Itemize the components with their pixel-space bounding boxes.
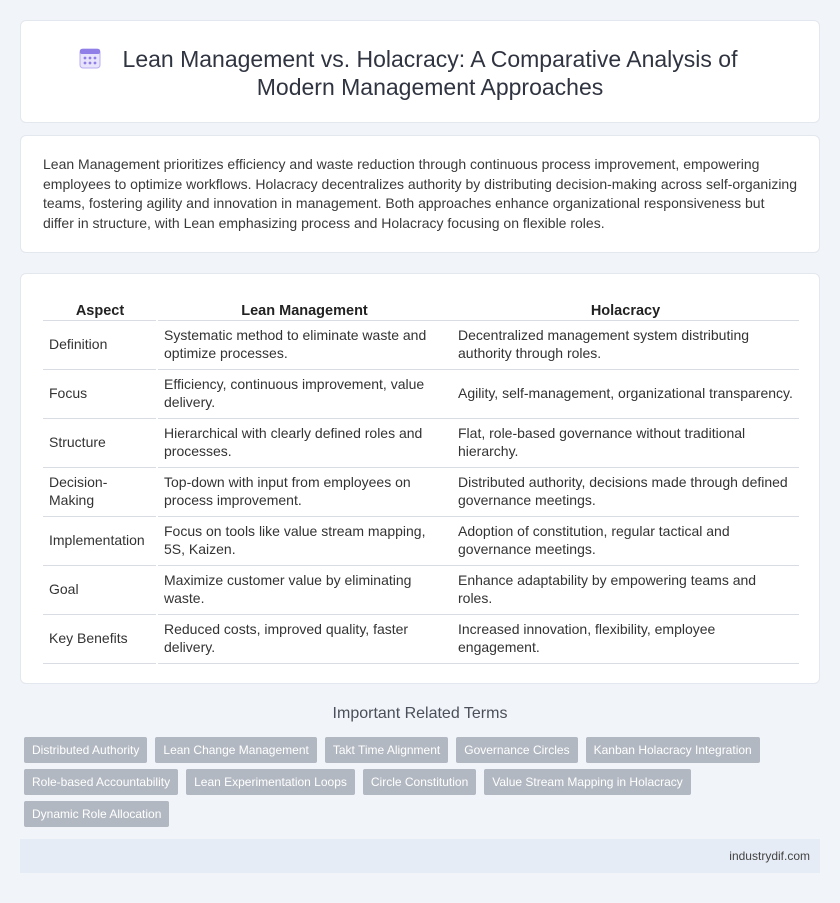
page-title: Lean Management vs. Holacracy: A Comparative Analysis of Modern Management Approaches [122,46,738,100]
cell-holacracy: Agility, self-management, organizational transparency. [452,369,799,418]
intro-card [20,135,820,253]
related-term-tag[interactable]: Lean Experimentation Loops [186,769,355,795]
cell-lean: Focus on tools like value stream mapping, 5S, Kaizen. [157,516,452,565]
related-term-tag[interactable]: Lean Change Management [155,737,316,763]
related-term-tag[interactable]: Governance Circles [456,737,577,763]
comparison-card [20,273,820,684]
comparison-table [43,298,799,664]
cell-aspect: Decision-Making [43,467,157,516]
related-terms-list [24,737,784,827]
table-row [43,516,799,565]
header-aspect: Aspect [43,298,157,320]
cell-aspect: Definition [43,320,157,369]
cell-holacracy: Distributed authority, decisions made through defined governance meetings. [452,467,799,516]
intro-paragraph: Lean Management prioritizes efficiency and waste reduction through continuous process improvement, empowering employees to optimize workflows. Holacracy decentralizes authority by distributing decision-making across self-organizing teams, fostering agility and innovation in management. Both approaches enhance organizational responsiveness but differ in structure, with Lean emphasizing process and Holacracy focusing on flexible roles. [43,156,797,231]
table-row [43,614,799,663]
table-header-row [43,298,799,320]
cell-holacracy: Decentralized management system distributing authority through roles. [452,320,799,369]
table-row [43,467,799,516]
cell-holacracy: Flat, role-based governance without traditional hierarchy. [452,418,799,467]
related-terms-heading: Important Related Terms [332,705,508,722]
related-term-tag[interactable]: Dynamic Role Allocation [24,801,169,827]
cell-lean: Reduced costs, improved quality, faster delivery. [157,614,452,663]
title-card [20,20,820,123]
cell-holacracy: Adoption of constitution, regular tactical and governance meetings. [452,516,799,565]
cell-aspect: Goal [43,565,157,614]
header-holacracy: Holacracy [452,298,799,320]
footer [20,839,820,873]
cell-holacracy: Increased innovation, flexibility, employee engagement. [452,614,799,663]
table-row [43,565,799,614]
related-term-tag[interactable]: Distributed Authority [24,737,147,763]
related-term-tag[interactable]: Kanban Holacracy Integration [586,737,760,763]
related-term-tag[interactable]: Takt Time Alignment [325,737,448,763]
table-row [43,320,799,369]
cell-holacracy: Enhance adaptability by empowering teams and roles. [452,565,799,614]
header-lean: Lean Management [157,298,452,320]
cell-lean: Maximize customer value by eliminating waste. [157,565,452,614]
cell-aspect: Key Benefits [43,614,157,663]
cell-aspect: Structure [43,418,157,467]
table-row [43,418,799,467]
cell-lean: Hierarchical with clearly defined roles and processes. [157,418,452,467]
related-term-tag[interactable]: Value Stream Mapping in Holacracy [484,769,691,795]
cell-aspect: Implementation [43,516,157,565]
related-term-tag[interactable]: Circle Constitution [363,769,476,795]
cell-lean: Efficiency, continuous improvement, value delivery. [157,369,452,418]
footer-site-link[interactable]: industrydif.com [729,849,810,863]
cell-lean: Top-down with input from employees on process improvement. [157,467,452,516]
table-row [43,369,799,418]
related-term-tag[interactable]: Role-based Accountability [24,769,178,795]
cell-lean: Systematic method to eliminate waste and optimize processes. [157,320,452,369]
cell-aspect: Focus [43,369,157,418]
